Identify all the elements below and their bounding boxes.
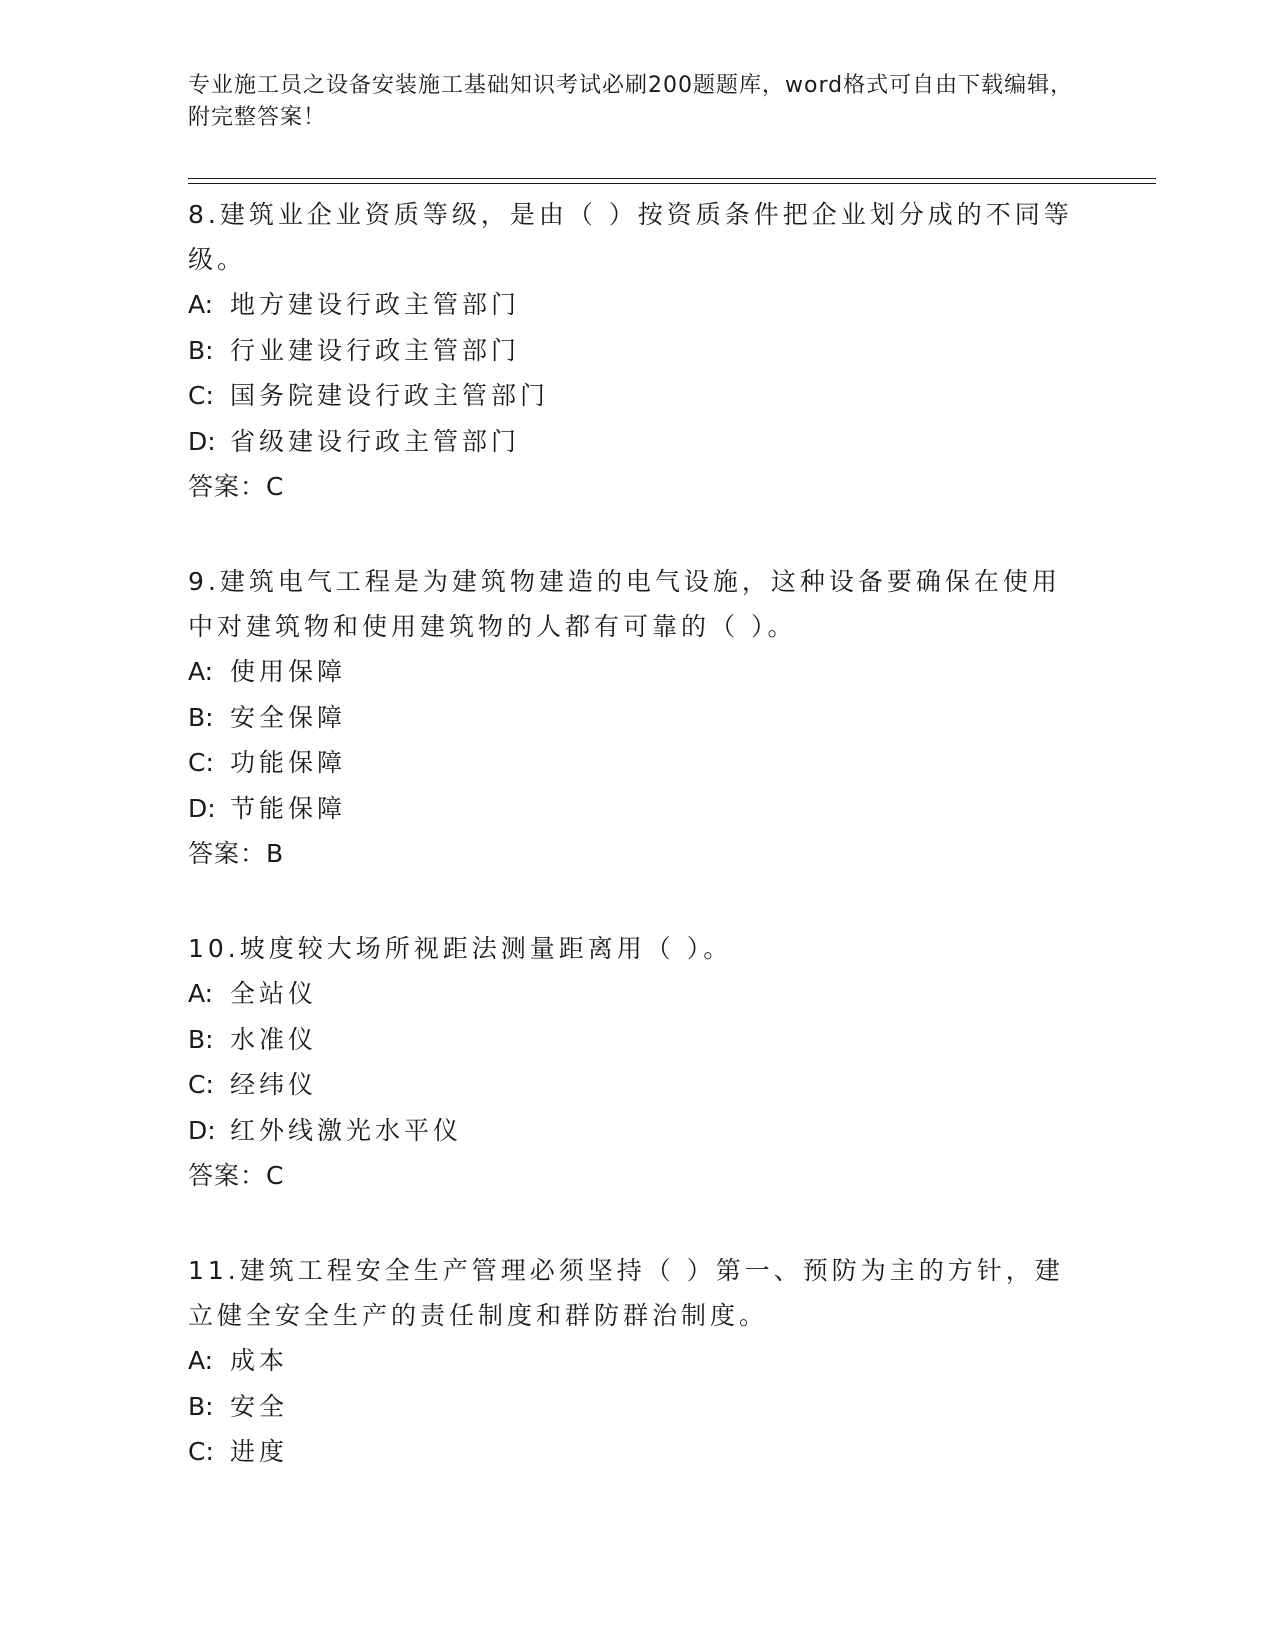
option-text: 红外线激光水平仪 bbox=[230, 1115, 463, 1145]
answer-label: 答案： bbox=[188, 1161, 267, 1190]
option-c bbox=[188, 373, 1088, 419]
option-text: 节能保障 bbox=[230, 793, 347, 823]
option-text: 成本 bbox=[230, 1346, 289, 1375]
option-a bbox=[188, 649, 1088, 695]
option-key: D: bbox=[188, 1115, 216, 1145]
document-header: 专业施工员之设备安装施工基础知识考试必刷200题题库，word格式可自由下载编辑，附完整答案！ bbox=[188, 73, 1074, 130]
option-c bbox=[188, 1429, 1088, 1475]
option-key: C: bbox=[188, 1437, 214, 1466]
option-c bbox=[188, 740, 1088, 786]
option-text: 省级建设行政主管部门 bbox=[230, 426, 521, 456]
answer-value: C bbox=[266, 1161, 284, 1190]
option-text: 水准仪 bbox=[230, 1024, 318, 1054]
option-text: 经纬仪 bbox=[230, 1070, 318, 1099]
option-text: 地方建设行政主管部门 bbox=[230, 290, 521, 319]
option-d bbox=[188, 419, 1088, 465]
option-b bbox=[188, 1017, 1088, 1063]
question-spacer bbox=[188, 876, 1088, 922]
answer-value: B bbox=[266, 839, 284, 868]
option-key: A: bbox=[188, 1346, 214, 1375]
option-a bbox=[188, 282, 1088, 328]
option-key: B: bbox=[188, 335, 214, 365]
option-key: C: bbox=[188, 1070, 214, 1099]
question-spacer bbox=[188, 1198, 1088, 1244]
answer-line bbox=[188, 464, 1088, 509]
option-text: 全站仪 bbox=[230, 979, 318, 1008]
option-b bbox=[188, 695, 1088, 741]
option-b bbox=[188, 328, 1088, 374]
question-10 bbox=[188, 926, 1088, 1198]
header-divider-top bbox=[188, 178, 1156, 179]
question-spacer bbox=[188, 509, 1088, 555]
option-key: D: bbox=[188, 426, 216, 456]
question-9 bbox=[188, 559, 1088, 876]
option-key: A: bbox=[188, 290, 214, 319]
option-key: A: bbox=[188, 657, 214, 686]
option-key: B: bbox=[188, 1391, 214, 1421]
option-text: 行业建设行政主管部门 bbox=[230, 335, 521, 365]
option-text: 安全保障 bbox=[230, 702, 347, 732]
option-key: D: bbox=[188, 793, 216, 823]
question-text: 9.建筑电气工程是为建筑物建造的电气设施，这种设备要确保在使用中对建筑物和使用建筑物的人都有可靠的（ ）。 bbox=[188, 567, 1061, 641]
option-key: A: bbox=[188, 979, 214, 1008]
option-a bbox=[188, 1338, 1088, 1384]
option-a bbox=[188, 971, 1088, 1017]
answer-label: 答案： bbox=[188, 839, 267, 868]
option-text: 功能保障 bbox=[230, 748, 347, 777]
option-d bbox=[188, 1108, 1088, 1154]
question-8 bbox=[188, 192, 1088, 509]
question-text: 8.建筑业企业资质等级，是由（ ）按资质条件把企业划分成的不同等级。 bbox=[188, 200, 1073, 274]
header-divider-bottom bbox=[188, 183, 1156, 184]
question-11 bbox=[188, 1248, 1088, 1475]
option-key: B: bbox=[188, 1024, 214, 1054]
option-key: C: bbox=[188, 748, 214, 777]
question-list bbox=[188, 188, 1088, 1475]
question-text: 11.建筑工程安全生产管理必须坚持（ ）第一、预防为主的方针，建立健全安全生产的责任制度和群防群治制度。 bbox=[188, 1256, 1064, 1330]
question-text: 10.坡度较大场所视距法测量距离用（ ）。 bbox=[188, 934, 733, 963]
option-d bbox=[188, 786, 1088, 832]
option-key: B: bbox=[188, 702, 214, 732]
option-b bbox=[188, 1384, 1088, 1430]
option-text: 使用保障 bbox=[230, 657, 347, 686]
answer-line bbox=[188, 831, 1088, 876]
answer-label: 答案： bbox=[188, 472, 267, 501]
option-c bbox=[188, 1062, 1088, 1108]
option-key: C: bbox=[188, 381, 214, 410]
answer-value: C bbox=[266, 472, 284, 501]
option-text: 国务院建设行政主管部门 bbox=[230, 381, 550, 410]
option-text: 安全 bbox=[230, 1391, 289, 1421]
answer-line bbox=[188, 1153, 1088, 1198]
option-text: 进度 bbox=[230, 1437, 289, 1466]
